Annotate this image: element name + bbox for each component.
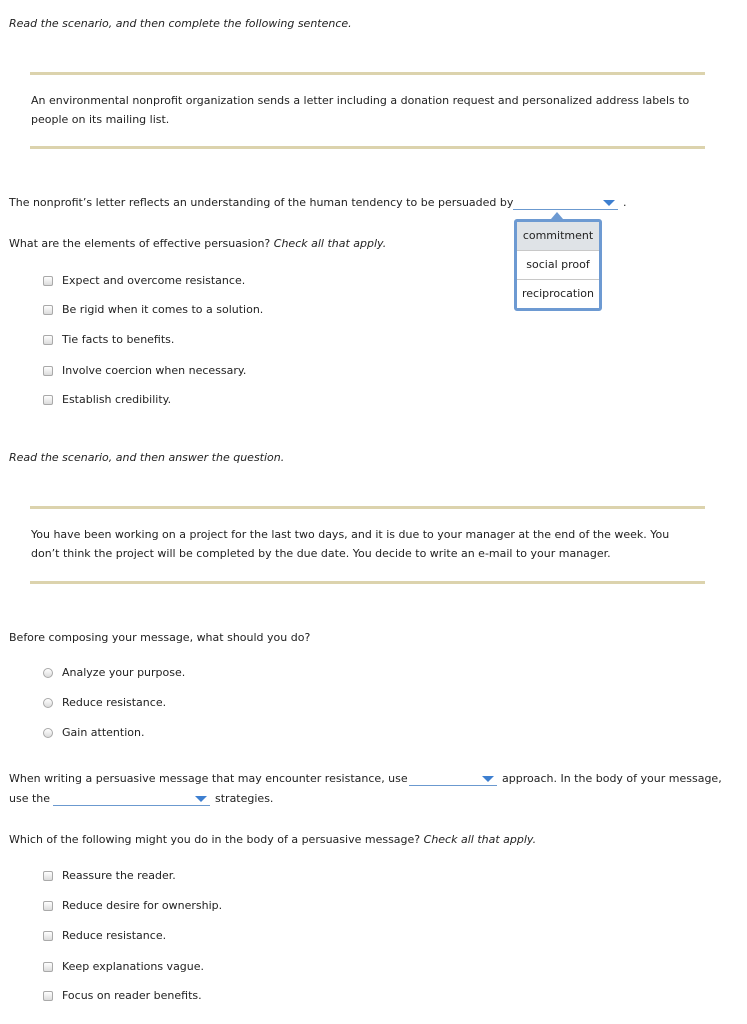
- q5-option-2[interactable]: Reduce desire for ownership.: [62, 899, 223, 912]
- q3-radio-1[interactable]: [43, 668, 53, 678]
- scenario-bottom-divider: [30, 146, 705, 149]
- q1-dropdown-menu: [514, 219, 602, 311]
- q2-question-text: What are the elements of effective persuasion?: [9, 237, 271, 250]
- q5-option-3[interactable]: Reduce resistance.: [62, 929, 167, 942]
- q1-persuasion-dropdown[interactable]: [513, 199, 618, 210]
- q4-strategies-dropdown[interactable]: [53, 795, 210, 806]
- q5-question: [9, 833, 536, 846]
- dropdown-option-social-proof[interactable]: social proof: [517, 251, 599, 280]
- q2-hint: Check all that apply.: [273, 237, 387, 250]
- q5-checkbox-4[interactable]: [43, 962, 53, 972]
- q5-hint: Check all that apply.: [423, 833, 537, 846]
- q1-sentence-after: .: [623, 196, 627, 209]
- q3-radio-2[interactable]: [43, 698, 53, 708]
- q5-option-1[interactable]: Reassure the reader.: [62, 869, 176, 882]
- q2-question: [9, 237, 386, 250]
- q3-option-2[interactable]: Reduce resistance.: [62, 696, 167, 709]
- q4-text-part2: approach. In the body of your message,: [502, 772, 722, 785]
- chevron-down-icon: [195, 796, 207, 802]
- q2-checkbox-3[interactable]: [43, 335, 53, 345]
- q3-option-1[interactable]: Analyze your purpose.: [62, 666, 186, 679]
- q3-scenario: You have been working on a project for the last two days, and it is due to your manager at the end of the week. You don’t think the project will be completed by the due date. You decide to write an e-mail to your manager.: [31, 528, 670, 560]
- q2-option-2[interactable]: Be rigid when it comes to a solution.: [62, 303, 264, 316]
- q2-checkbox-5[interactable]: [43, 395, 53, 405]
- q2-checkbox-2[interactable]: [43, 305, 53, 315]
- q2-option-1[interactable]: Expect and overcome resistance.: [62, 274, 246, 287]
- q4-approach-dropdown[interactable]: [409, 775, 497, 786]
- q2-option-4[interactable]: Involve coercion when necessary.: [62, 364, 247, 377]
- q1-instruction: Read the scenario, and then complete the following sentence.: [9, 17, 352, 30]
- q5-checkbox-1[interactable]: [43, 871, 53, 881]
- chevron-down-icon: [603, 200, 615, 206]
- q3-question: Before composing your message, what should you do?: [9, 631, 311, 644]
- q3-instruction: Read the scenario, and then answer the question.: [9, 451, 285, 464]
- q5-question-text: Which of the following might you do in the body of a persuasive message?: [9, 833, 421, 846]
- scenario-bottom-divider: [30, 581, 705, 584]
- q5-checkbox-2[interactable]: [43, 901, 53, 911]
- q3-option-3[interactable]: Gain attention.: [62, 726, 145, 739]
- q5-option-5[interactable]: Focus on reader benefits.: [62, 989, 202, 1002]
- q2-checkbox-4[interactable]: [43, 366, 53, 376]
- q4-text-part4: strategies.: [215, 792, 274, 805]
- scenario-top-divider: [30, 72, 705, 75]
- q4-text-part1: When writing a persuasive message that may encounter resistance, use: [9, 772, 408, 785]
- scenario-top-divider: [30, 506, 705, 509]
- q2-option-5[interactable]: Establish credibility.: [62, 393, 172, 406]
- dropdown-popup-pointer: [551, 212, 563, 219]
- chevron-down-icon: [482, 776, 494, 782]
- q5-checkbox-3[interactable]: [43, 931, 53, 941]
- q2-option-3[interactable]: Tie facts to benefits.: [62, 333, 175, 346]
- q4-text-part3: use the: [9, 792, 51, 805]
- q1-scenario: An environmental nonprofit organization sends a letter including a donation request and personalized address labels to people on its mailing list.: [31, 94, 690, 126]
- q2-checkbox-1[interactable]: [43, 276, 53, 286]
- dropdown-option-commitment[interactable]: commitment: [517, 222, 599, 251]
- q5-option-4[interactable]: Keep explanations vague.: [62, 960, 205, 973]
- q5-checkbox-5[interactable]: [43, 991, 53, 1001]
- q3-radio-3[interactable]: [43, 728, 53, 738]
- q1-sentence-before: The nonprofit’s letter reflects an understanding of the human tendency to be persuaded by: [9, 196, 514, 209]
- dropdown-option-reciprocation[interactable]: reciprocation: [521, 287, 594, 300]
